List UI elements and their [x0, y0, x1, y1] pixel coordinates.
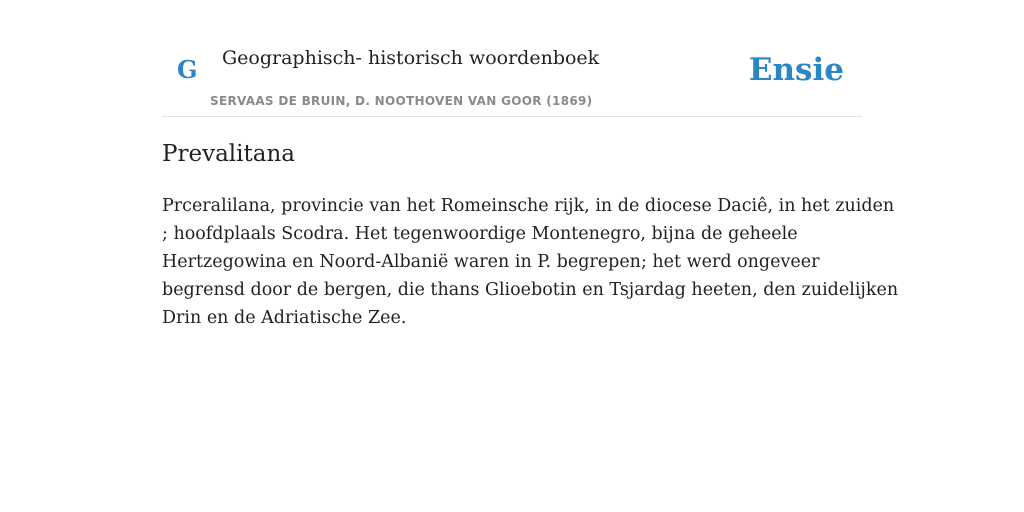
entry-body-line: Prceralilana, provincie van het Romeinsche rijk, in de diocese Daciê, in het zuiden	[162, 196, 895, 216]
entry-body-line: Drin en de Adriatische Zee.	[162, 308, 407, 328]
entry-title: Prevalitana	[162, 141, 295, 167]
entry-body	[162, 192, 899, 332]
entry-body-line: begrensd door de bergen, die thans Glioebotin en Tsjardag heeten, den zuidelijken	[162, 280, 899, 300]
book-letter-icon[interactable]: G	[177, 55, 198, 84]
book-author: SERVAAS DE BRUIN, D. NOOTHOVEN VAN GOOR (1869)	[210, 94, 593, 108]
ensie-logo-link[interactable]: Ensie	[748, 52, 844, 88]
entry-body-line: Hertzegowina en Noord-Albanië waren in P. begrepen; het werd ongeveer	[162, 252, 820, 272]
book-header	[162, 0, 862, 117]
entry-body-line: ; hoofdplaals Scodra. Het tegenwoordige Montenegro, bijna de geheele	[162, 224, 798, 244]
book-title-link[interactable]: Geographisch- historisch woordenboek	[222, 47, 600, 69]
